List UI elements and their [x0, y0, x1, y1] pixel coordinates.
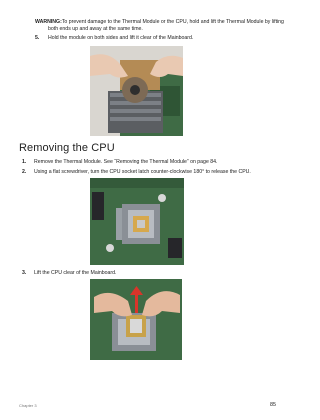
step-2-number: 2.	[22, 168, 27, 175]
warning-text-line2: both ends up and away at the same time.	[48, 25, 143, 32]
cpu-lift-photo	[90, 279, 182, 360]
step-1-text: Remove the Thermal Module. See “Removing the Thermal Module” on page 84.	[34, 159, 218, 165]
page-number: 85	[270, 402, 276, 408]
cpu-socket-photo	[90, 178, 184, 265]
footer-chapter: Chapter 3	[19, 403, 37, 408]
warning-text-line1: To prevent damage to the Thermal Module or the CPU, hold and lift the Thermal Module by lifting	[61, 19, 284, 25]
step-5-text: Hold the module on both sides and lift it clear of the Mainboard.	[48, 34, 194, 41]
step-5-number: 5.	[35, 34, 40, 41]
thermal-module-photo	[90, 46, 183, 136]
step-3-number: 3.	[22, 270, 27, 276]
warning-note	[35, 19, 285, 25]
step-2-text: Using a flat screwdriver, turn the CPU socket latch counter-clockwise 180° to release the CPU.	[34, 168, 251, 175]
section-title: Removing the CPU	[19, 142, 115, 154]
warning-label: WARNING:	[35, 19, 62, 25]
step-3-text: Lift the CPU clear of the Mainboard.	[34, 270, 117, 276]
step-1-number: 1.	[22, 159, 27, 165]
